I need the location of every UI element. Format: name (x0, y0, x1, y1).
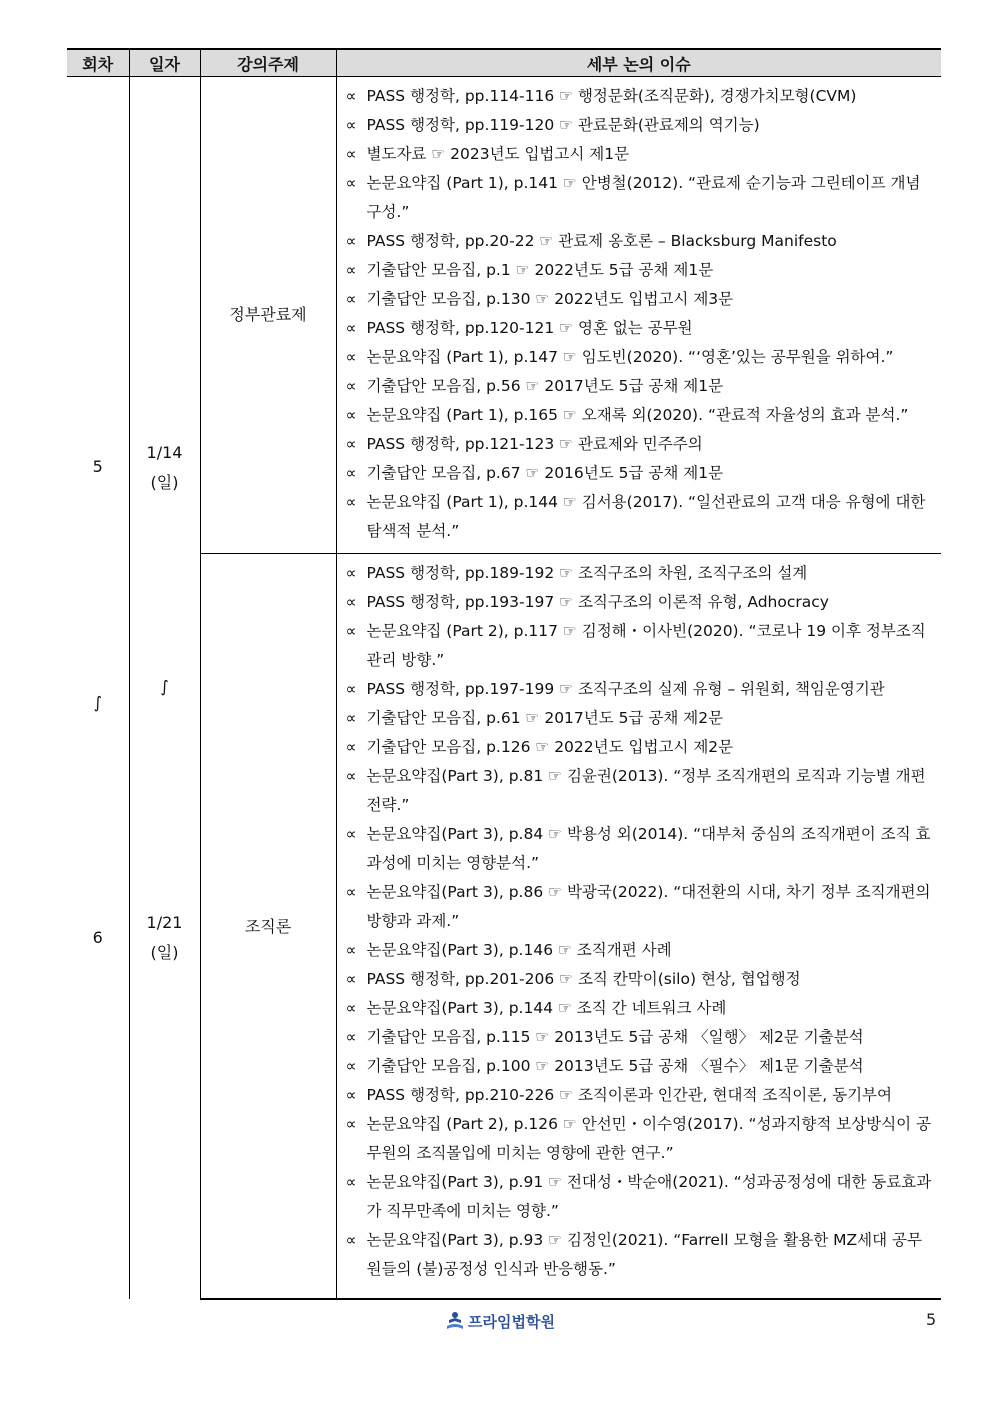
continuation-mark: ∫ (160, 677, 169, 696)
list-item: ∝ 기출답안 모음집, p.56 ☞ 2017년도 5급 공채 제1문 (337, 372, 942, 401)
list-item: ∝ 논문요약집 (Part 2), p.126 ☞ 안선민・이수영(2017). “성과지향적 보상방식이 공무원의 조직몰입에 미치는 영향에 관한 연구.” (337, 1110, 942, 1168)
list-item: ∝ 별도자료 ☞ 2023년도 입법고시 제1문 (337, 140, 942, 169)
list-item: ∝ 논문요약집(Part 3), p.144 ☞ 조직 간 네트워크 사례 (337, 994, 942, 1023)
page-number: 5 (926, 1310, 937, 1329)
list-item: ∝ 논문요약집 (Part 1), p.144 ☞ 김서용(2017). “일선관료의 고객 대응 유형에 대한 탐색적 분석.” (337, 488, 942, 546)
session-number: 5 (92, 457, 103, 476)
list-item: ∝ 기출답안 모음집, p.1 ☞ 2022년도 5급 공채 제1문 (337, 256, 942, 285)
issue-list (337, 77, 942, 546)
list-item: ∝ 논문요약집 (Part 2), p.117 ☞ 김정해・이사빈(2020). “코로나 19 이후 정부조직 관리 방향.” (337, 617, 942, 675)
list-item: ∝ 기출답안 모음집, p.67 ☞ 2016년도 5급 공채 제1문 (337, 459, 942, 488)
header-session: 회차 (67, 49, 129, 77)
list-item: ∝ 기출답안 모음집, p.61 ☞ 2017년도 5급 공채 제2문 (337, 704, 942, 733)
session-day: (일) (150, 943, 179, 962)
session-date-cell (129, 77, 200, 1300)
session-row-5-topic (67, 77, 941, 554)
list-item: ∝ 논문요약집(Part 3), p.86 ☞ 박광국(2022). “대전환의 시대, 차기 정부 조직개편의 방향과 과제.” (337, 878, 942, 936)
list-item: ∝ 논문요약집(Part 3), p.91 ☞ 전대성・박순애(2021). “성과공정성에 대한 동료효과가 직무만족에 미치는 영향.” (337, 1168, 942, 1226)
header-date: 일자 (129, 49, 200, 77)
header-issues: 세부 논의 이슈 (336, 49, 941, 77)
list-item: ∝ PASS 행정학, pp.197-199 ☞ 조직구조의 실제 유형 – 위원회, 책임운영기관 (337, 675, 942, 704)
list-item: ∝ 논문요약집(Part 3), p.146 ☞ 조직개편 사례 (337, 936, 942, 965)
issue-list (337, 554, 942, 1284)
session-topic (200, 553, 336, 1299)
academy-name: 프라임법학원 (468, 1312, 555, 1331)
session-number: 6 (92, 928, 103, 947)
session-date: 1/21 (146, 913, 183, 932)
list-item: ∝ PASS 행정학, pp.210-226 ☞ 조직이론과 인간관, 현대적 조직이론, 동기부여 (337, 1081, 942, 1110)
list-item: ∝ 논문요약집 (Part 1), p.147 ☞ 임도빈(2020). “‘영혼’있는 공무원을 위하여.” (337, 343, 942, 372)
list-item: ∝ PASS 행정학, pp.119-120 ☞ 관료문화(관료제의 역기능) (337, 111, 942, 140)
issue-list-cell (336, 553, 941, 1299)
list-item: ∝ 논문요약집(Part 3), p.93 ☞ 김정인(2021). “Farrell 모형을 활용한 MZ세대 공무원들의 (불)공정성 인식과 반응행동.” (337, 1226, 942, 1284)
list-item: ∝ PASS 행정학, pp.120-121 ☞ 영혼 없는 공무원 (337, 314, 942, 343)
academy-logo-icon (446, 1311, 464, 1331)
list-item: ∝ PASS 행정학, pp.121-123 ☞ 관료제와 민주주의 (337, 430, 942, 459)
continuation-mark: ∫ (93, 693, 102, 712)
topic-label: 정부관료제 (229, 305, 307, 325)
list-item: ∝ PASS 행정학, pp.114-116 ☞ 행정문화(조직문화), 경쟁가치모형(CVM) (337, 82, 942, 111)
list-item: ∝ 기출답안 모음집, p.100 ☞ 2013년도 5급 공채 〈필수〉 제1문 기출분석 (337, 1052, 942, 1081)
list-item: ∝ 기출답안 모음집, p.130 ☞ 2022년도 입법고시 제3문 (337, 285, 942, 314)
list-item: ∝ 기출답안 모음집, p.115 ☞ 2013년도 5급 공채 〈일행〉 제2문 기출분석 (337, 1023, 942, 1052)
list-item: ∝ PASS 행정학, pp.193-197 ☞ 조직구조의 이론적 유형, Adhocracy (337, 588, 942, 617)
list-item: ∝ PASS 행정학, pp.189-192 ☞ 조직구조의 차원, 조직구조의 설계 (337, 559, 942, 588)
table-header-row (67, 49, 941, 77)
list-item: ∝ PASS 행정학, pp.20-22 ☞ 관료제 옹호론 – Blacksburg Manifesto (337, 227, 942, 256)
list-item: ∝ 논문요약집(Part 3), p.81 ☞ 김윤권(2013). “정부 조직개편의 로직과 기능별 개편 전략.” (337, 762, 942, 820)
lecture-schedule-table (67, 48, 941, 1300)
list-item: ∝ 논문요약집 (Part 1), p.141 ☞ 안병철(2012). “관료제 순기능과 그린테이프 개념 구성.” (337, 169, 942, 227)
session-number-cell (67, 77, 129, 1300)
topic-label: 조직론 (244, 917, 292, 937)
list-item: ∝ 논문요약집(Part 3), p.84 ☞ 박용성 외(2014). “대부처 중심의 조직개편이 조직 효과성에 미치는 영향분석.” (337, 820, 942, 878)
list-item: ∝ PASS 행정학, pp.201-206 ☞ 조직 칸막이(silo) 현상, 협업행정 (337, 965, 942, 994)
issue-list-cell (336, 77, 941, 554)
list-item: ∝ 기출답안 모음집, p.126 ☞ 2022년도 입법고시 제2문 (337, 733, 942, 762)
session-date: 1/14 (146, 443, 183, 462)
header-topic: 강의주제 (200, 49, 336, 77)
session-topic (200, 77, 336, 554)
academy-logo (446, 1308, 576, 1334)
list-item: ∝ 논문요약집 (Part 1), p.165 ☞ 오재록 외(2020). “관료적 자율성의 효과 분석.” (337, 401, 942, 430)
session-day: (일) (150, 473, 179, 492)
